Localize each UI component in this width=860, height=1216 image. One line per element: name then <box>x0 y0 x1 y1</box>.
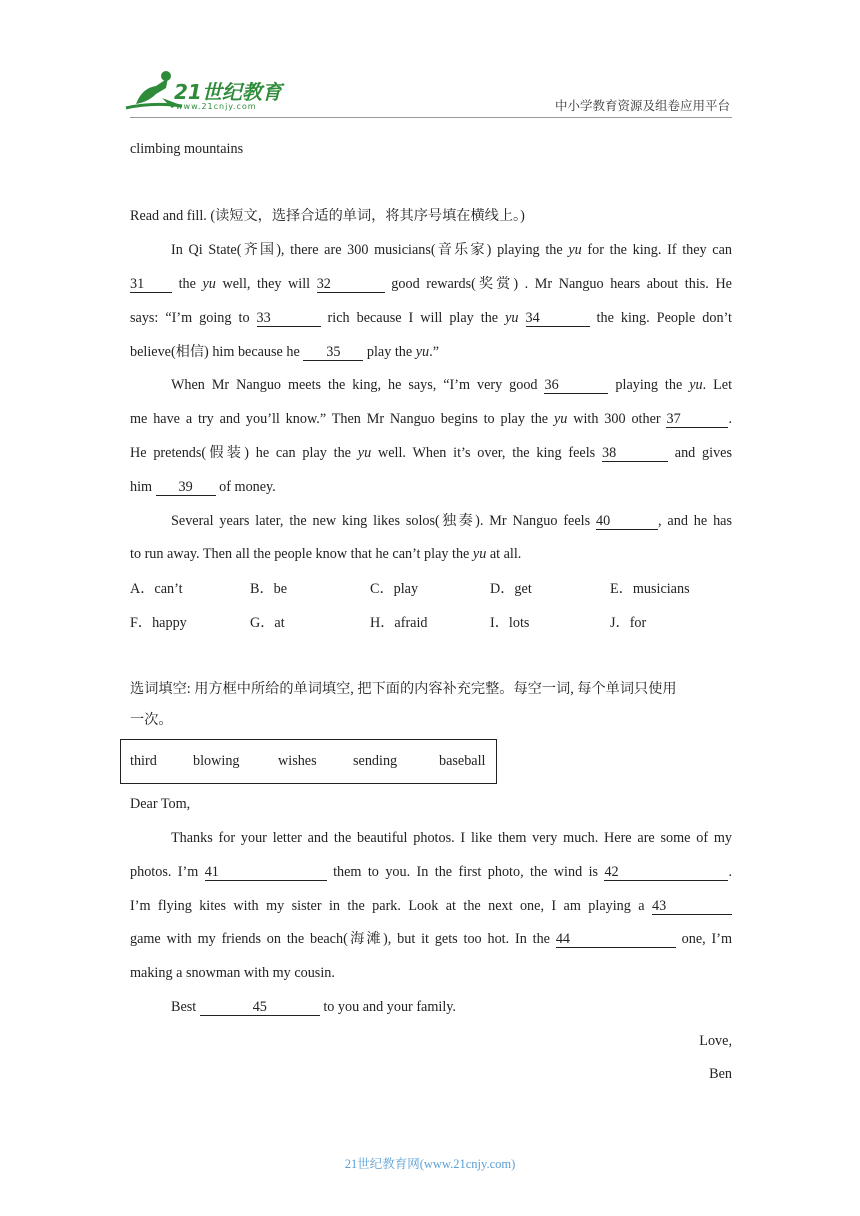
option-j: J．for <box>610 615 647 631</box>
footer-link[interactable]: 21世纪教育网(www.21cnjy.com) <box>344 1157 516 1171</box>
passage1-line: believe(相信) him because he 35 play the yu.” <box>130 344 440 360</box>
blank-34[interactable]: 34 <box>526 310 590 327</box>
word-box-item: blowing <box>193 753 240 769</box>
option-d: D．get <box>490 581 532 597</box>
option-g: G．at <box>250 615 285 631</box>
word-box-item: wishes <box>278 753 317 769</box>
platform-label: 中小学教育资源及组卷应用平台 <box>554 99 730 113</box>
blank-42[interactable]: 42 <box>604 864 728 881</box>
blank-40[interactable]: 40 <box>596 513 658 530</box>
passage1-line: He pretends(假装) he can play the yu well. When it’s over, the king feels 38 and gives <box>130 445 733 461</box>
header-divider <box>130 117 732 118</box>
blank-44[interactable]: 44 <box>556 931 676 948</box>
word-box-item: baseball <box>439 753 486 769</box>
letter-line: photos. I’m 41 them to you. In the first photo, the wind is 42 . <box>130 864 732 880</box>
letter-line: Thanks for your letter and the beautiful photos. I like them very much. Here are some of my <box>171 830 732 846</box>
letter-greeting: Dear Tom, <box>130 796 191 812</box>
top-fragment: climbing mountains <box>130 141 244 157</box>
word-box-item: third <box>130 753 157 769</box>
passage1-line: to run away. Then all the people know that he can’t play the yu at all. <box>130 546 522 562</box>
word-box-item: sending <box>353 753 398 769</box>
section2-instruction: 选词填空: 用方框中所给的单词填空, 把下面的内容补充完整。每空一词, 每个单词只使用 <box>130 681 677 697</box>
word-box <box>120 739 497 784</box>
blank-32[interactable]: 32 <box>317 276 385 293</box>
passage1-line: When Mr Nanguo meets the king, he says, “I’m very good 36 playing the yu. Let <box>171 377 733 393</box>
logo-text: 21世纪教育 <box>174 80 282 104</box>
blank-38[interactable]: 38 <box>602 445 668 462</box>
blank-41[interactable]: 41 <box>205 864 327 881</box>
option-a: A．can’t <box>130 581 183 597</box>
option-b: B．be <box>250 581 288 597</box>
option-h: H．afraid <box>370 615 428 631</box>
letter-closing: Love, <box>699 1033 732 1049</box>
blank-31[interactable]: 31 <box>130 276 172 293</box>
letter-line: game with my friends on the beach(海滩), but it gets too hot. In the 44 one, I’m <box>130 931 732 947</box>
blank-35[interactable]: 35 <box>303 344 363 361</box>
passage1-line: him 39 of money. <box>130 479 276 495</box>
letter-line: Best 45 to you and your family. <box>171 999 456 1015</box>
option-e: E．musicians <box>610 581 690 597</box>
blank-37[interactable]: 37 <box>666 411 728 428</box>
passage1-line: Several years later, the new king likes solos(独奏). Mr Nanguo feels 40 , and he has <box>171 513 732 529</box>
option-f: F．happy <box>130 615 187 631</box>
letter-line: making a snowman with my cousin. <box>130 965 335 981</box>
letter-signature: Ben <box>709 1066 732 1082</box>
section1-instruction: Read and fill. (读短文，选择合适的单词，将其序号填在横线上。) <box>130 208 525 224</box>
passage1-line: In Qi State(齐国), there are 300 musicians(音乐家) playing the yu for the king. If they can <box>171 242 732 258</box>
passage1-line: says: “I’m going to 33 rich because I will play the yu 34 the king. People don’t <box>130 310 732 326</box>
passage1-line: 31 the yu well, they will 32 good rewards(奖赏) . Mr Nanguo hears about this. He <box>130 276 732 292</box>
letter-line: I’m flying kites with my sister in the park. Look at the next one, I am playing a 43 <box>130 896 732 916</box>
logo <box>122 68 292 116</box>
logo-url: www.21cnjy.com <box>176 102 257 111</box>
passage1-line: me have a try and you’ll know.” Then Mr Nanguo begins to play the yu with 300 other 37 . <box>130 411 733 427</box>
option-i: I．lots <box>490 615 530 631</box>
blank-33[interactable]: 33 <box>257 310 321 327</box>
blank-39[interactable]: 39 <box>156 479 216 496</box>
blank-45[interactable]: 45 <box>200 999 320 1016</box>
blank-36[interactable]: 36 <box>544 377 608 394</box>
section2-instruction-cont: 一次。 <box>130 712 173 728</box>
option-c: C．play <box>370 581 419 597</box>
blank-43[interactable]: 43 <box>652 898 732 915</box>
